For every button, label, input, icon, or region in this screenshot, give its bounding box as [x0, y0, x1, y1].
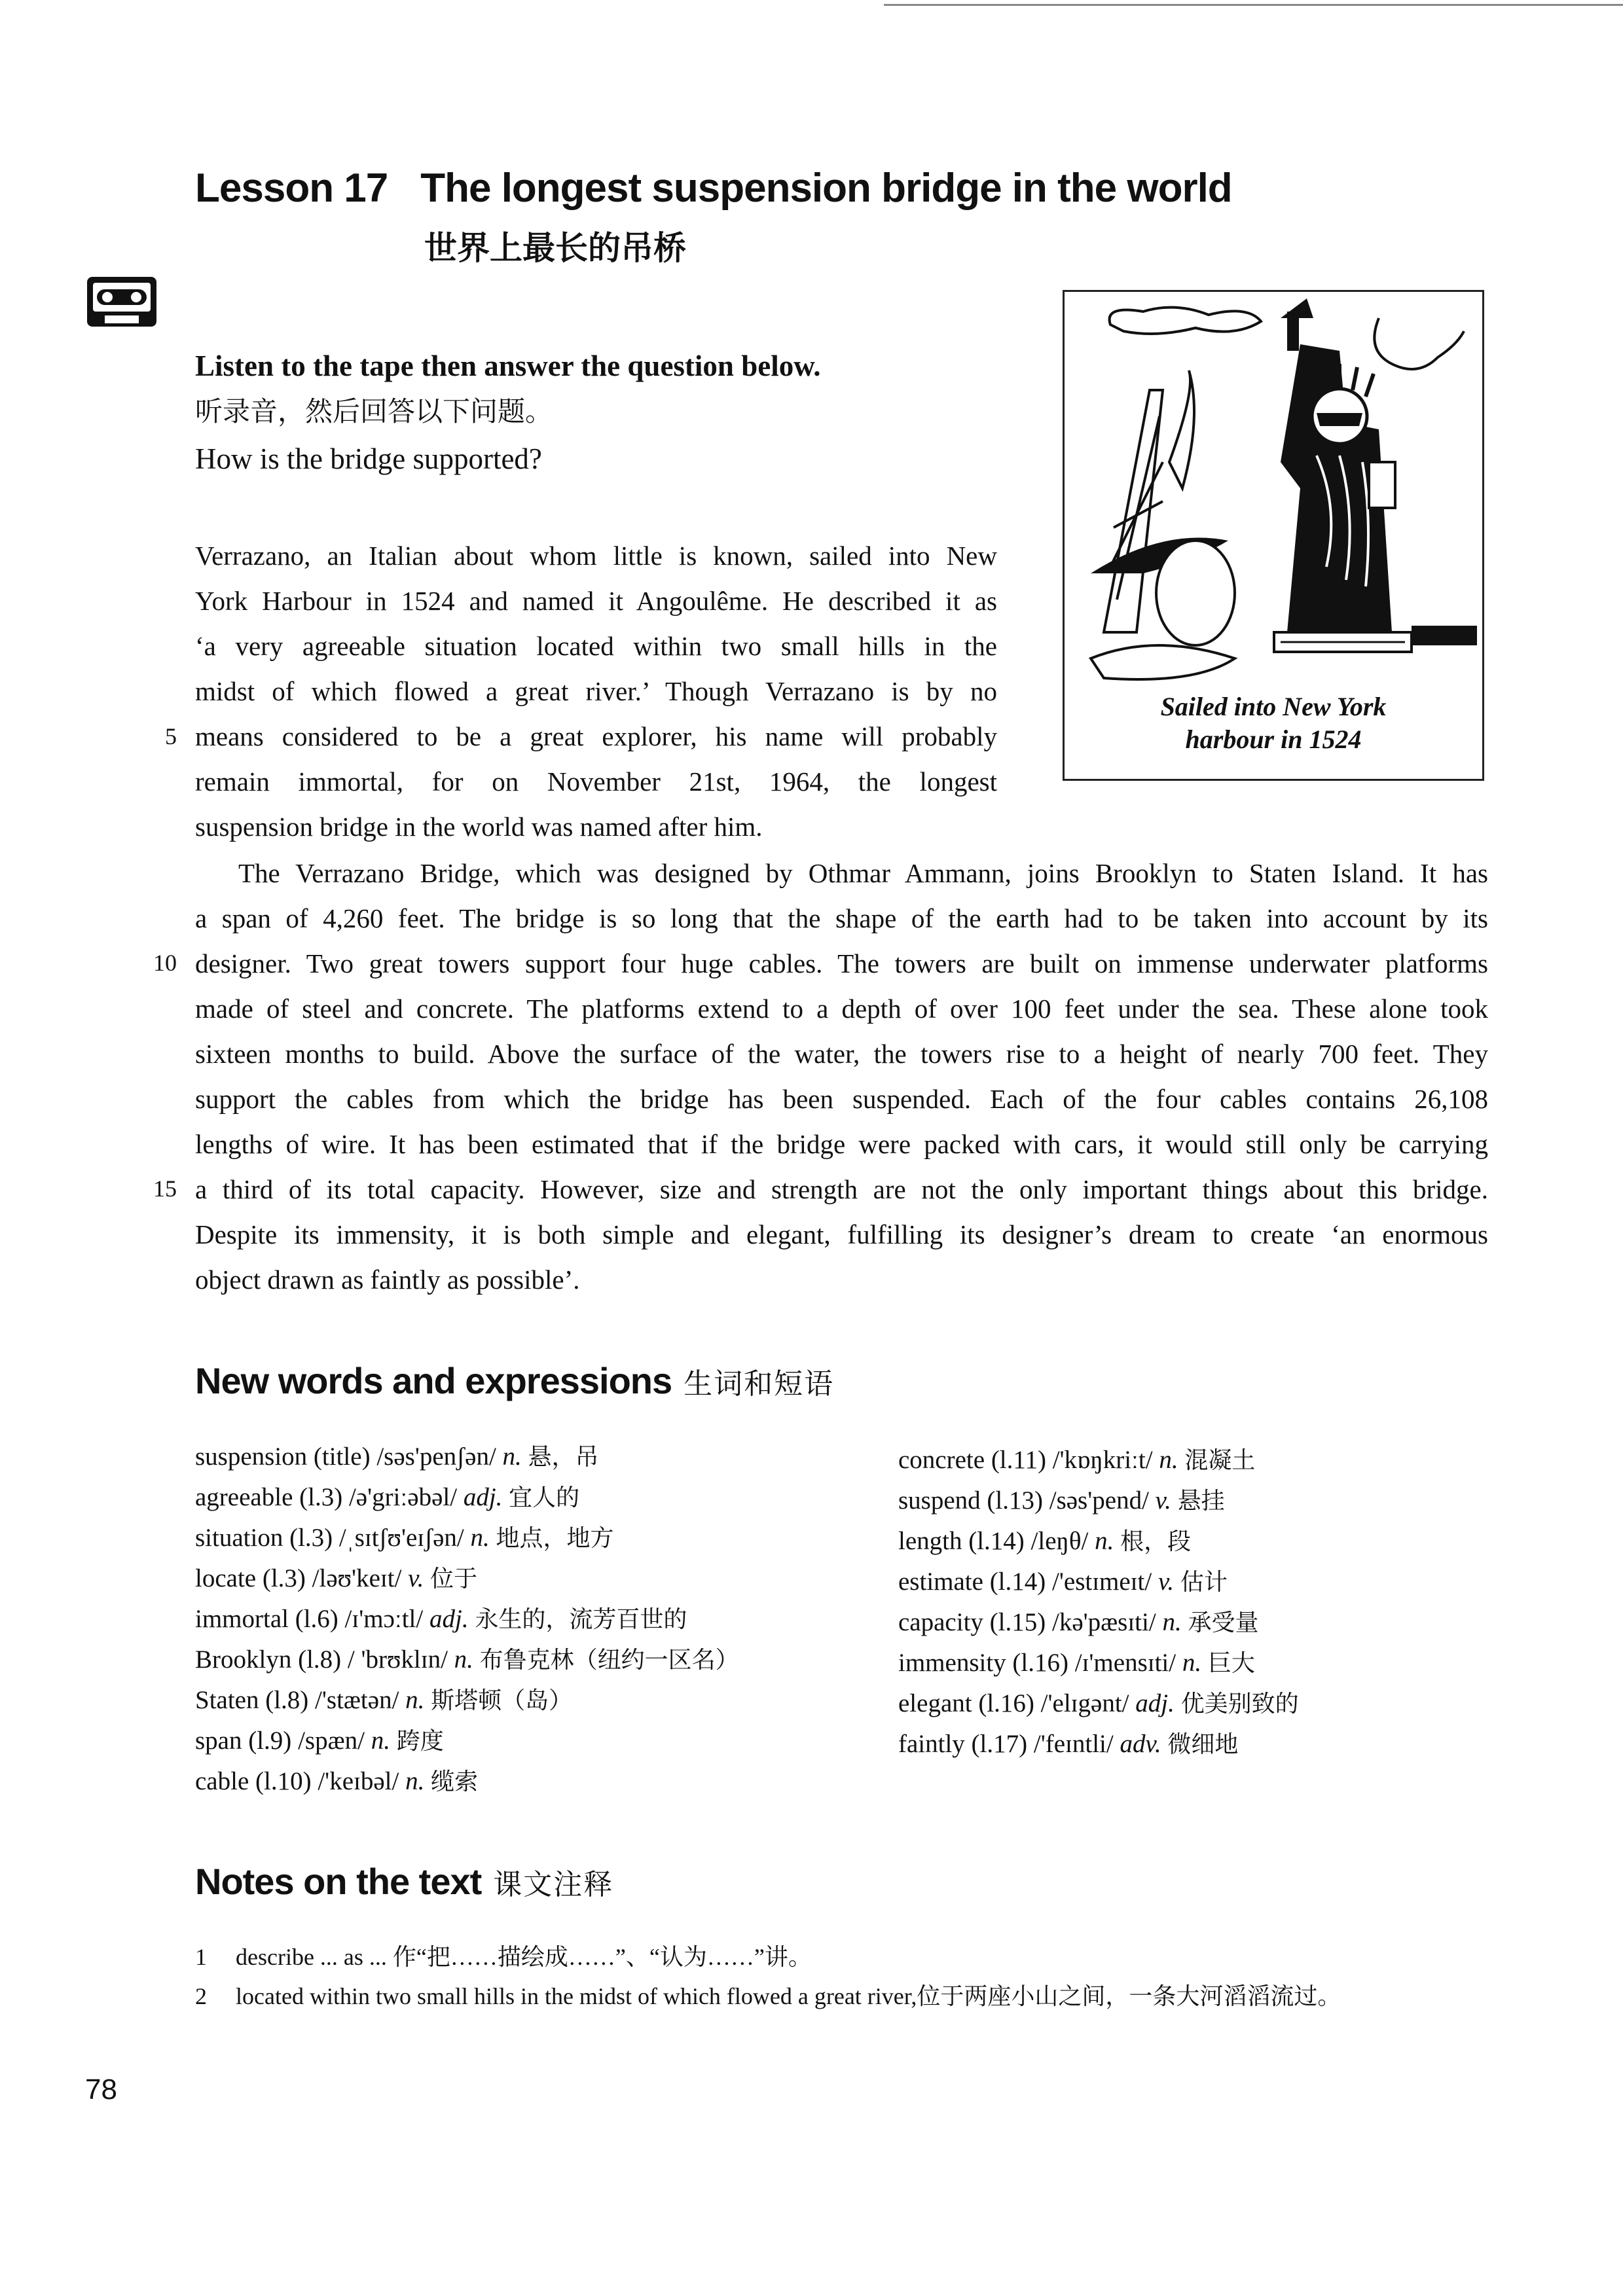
- note-text: located within two small hills in the midst of which flowed a great river,位于两座小山之间，一条大河滔滔流过。: [236, 1983, 1341, 2009]
- vocab-entry: length (l.14) /leŋθ/ n. 根，段: [898, 1527, 1192, 1555]
- vocab-column-left: [195, 1437, 739, 1802]
- note-item: [195, 1977, 1488, 2016]
- caption-line-2: harbour in 1524: [1185, 725, 1362, 754]
- passage-line: designer. Two great towers support four huge cables. The towers are built on immense underwater platforms: [195, 948, 1488, 978]
- notes-list: [195, 1937, 1488, 2016]
- vocab-entry: faintly (l.17) /'feɪntli/ adv. 微细地: [898, 1730, 1239, 1758]
- passage-line: object drawn as faintly as possible’.: [195, 1265, 580, 1295]
- new-words-heading: [195, 1358, 834, 1407]
- passage-line: lengths of wire. It has been estimated that if the bridge were packed with cars, it would still only be carrying: [195, 1129, 1488, 1159]
- notes-heading: [195, 1859, 613, 1908]
- passage-line: Despite its immensity, it is both simple and elegant, fulfilling its designer’s dream to create ‘an enormous: [195, 1219, 1488, 1249]
- cassette-tape-icon: [85, 275, 158, 329]
- passage-line: The Verrazano Bridge, which was designed by Othmar Ammann, joins Brooklyn to Staten Island. It has: [238, 858, 1488, 888]
- vocab-entry: immensity (l.16) /ɪ'mensɪti/ n. 巨大: [898, 1649, 1255, 1677]
- vocab-entry: estimate (l.14) /'estɪmeɪt/ v. 估计: [898, 1568, 1228, 1596]
- line-number-10: 10: [153, 950, 177, 976]
- vocab-column-right: [898, 1440, 1299, 1765]
- notes-heading-zh: 课文注释: [493, 1868, 614, 1901]
- passage-line: a third of its total capacity. However, size and strength are not the only important things about this bridge.: [195, 1174, 1488, 1204]
- illustration-caption: [1063, 691, 1484, 756]
- passage-paragraph-2: [195, 851, 1488, 1302]
- vocab-entry: capacity (l.15) /kə'pæsɪti/ n. 承受量: [898, 1608, 1259, 1636]
- lesson-title-text: The longest suspension bridge in the world: [420, 166, 1232, 211]
- passage-line: made of steel and concrete. The platforms extend to a depth of over 100 feet under the sea. These alone took: [195, 994, 1488, 1024]
- vocab-entry: immortal (l.6) /ɪ'mɔːtl/ adj. 永生的，流芳百世的: [195, 1605, 687, 1633]
- passage-line: a span of 4,260 feet. The bridge is so long that the shape of the earth had to be taken into account by its: [195, 903, 1488, 933]
- passage-line: means considered to be a great explorer, his name will probably: [195, 721, 997, 751]
- note-item: [195, 1937, 1488, 1977]
- lesson-title: [195, 162, 1232, 215]
- new-words-heading-text: New words and expressions: [195, 1360, 672, 1401]
- vocab-entry: locate (l.3) /ləʊ'keɪt/ v. 位于: [195, 1564, 478, 1592]
- lesson-number: Lesson 17: [195, 166, 388, 211]
- note-text: describe ... as ... 作“把……描绘成……”、“认为……”讲。: [236, 1944, 812, 1970]
- passage-line: remain immortal, for on November 21st, 1964, the longest: [195, 766, 997, 797]
- vocab-entry: Brooklyn (l.8) / 'brʊklɪn/ n. 布鲁克林（纽约一区名）: [195, 1645, 739, 1674]
- vocab-entry: span (l.9) /spæn/ n. 跨度: [195, 1727, 444, 1755]
- instruction-listen-zh: 听录音，然后回答以下问题。: [195, 395, 553, 427]
- instruction-listen: Listen to the tape then answer the question below.: [195, 350, 821, 382]
- caption-line-1: Sailed into New York: [1160, 692, 1387, 721]
- passage-paragraph-1: [195, 533, 997, 850]
- vocab-entry: suspension (title) /səs'penʃən/ n. 悬，吊: [195, 1443, 599, 1471]
- passage-line: support the cables from which the bridge has been suspended. Each of the four cables contains 26,108: [195, 1084, 1488, 1114]
- passage-line: Verrazano, an Italian about whom little is known, sailed into New: [195, 541, 997, 571]
- comprehension-question: How is the bridge supported?: [195, 442, 542, 475]
- notes-heading-text: Notes on the text: [195, 1861, 482, 1902]
- line-number-15: 15: [153, 1175, 177, 1202]
- passage-line: ‘a very agreeable situation located within two small hills in the: [195, 631, 997, 661]
- lesson-title-zh: 世界上最长的吊桥: [424, 229, 686, 267]
- note-number: 1: [195, 1944, 207, 1970]
- line-number-5: 5: [165, 723, 177, 749]
- vocab-entry: cable (l.10) /'keɪbəl/ n. 缆索: [195, 1767, 479, 1795]
- passage-line: midst of which flowed a great river.’ Though Verrazano is by no: [195, 676, 997, 706]
- page-number: 78: [85, 2073, 117, 2106]
- passage-line: York Harbour in 1524 and named it Angoulême. He described it as: [195, 586, 997, 616]
- vocab-entry: agreeable (l.3) /ə'griːəbəl/ adj. 宜人的: [195, 1483, 580, 1511]
- vocab-entry: situation (l.3) /ˌsɪtʃʊ'eɪʃən/ n. 地点，地方: [195, 1524, 614, 1552]
- vocab-entry: suspend (l.13) /səs'pend/ v. 悬挂: [898, 1486, 1225, 1515]
- vocab-entry: Staten (l.8) /'stætən/ n. 斯塔顿（岛）: [195, 1686, 573, 1714]
- vocab-entry: elegant (l.16) /'elɪgənt/ adj. 优美别致的: [898, 1689, 1299, 1717]
- note-number: 2: [195, 1983, 207, 2009]
- passage-line: sixteen months to build. Above the surface of the water, the towers rise to a height of nearly 700 feet. They: [195, 1039, 1488, 1069]
- vocab-entry: concrete (l.11) /'kɒŋkriːt/ n. 混凝土: [898, 1446, 1256, 1474]
- new-words-heading-zh: 生词和短语: [684, 1367, 835, 1401]
- passage-line: suspension bridge in the world was named after him.: [195, 812, 763, 842]
- statue-of-liberty-illustration: [1065, 292, 1482, 685]
- top-rule: [884, 4, 1623, 6]
